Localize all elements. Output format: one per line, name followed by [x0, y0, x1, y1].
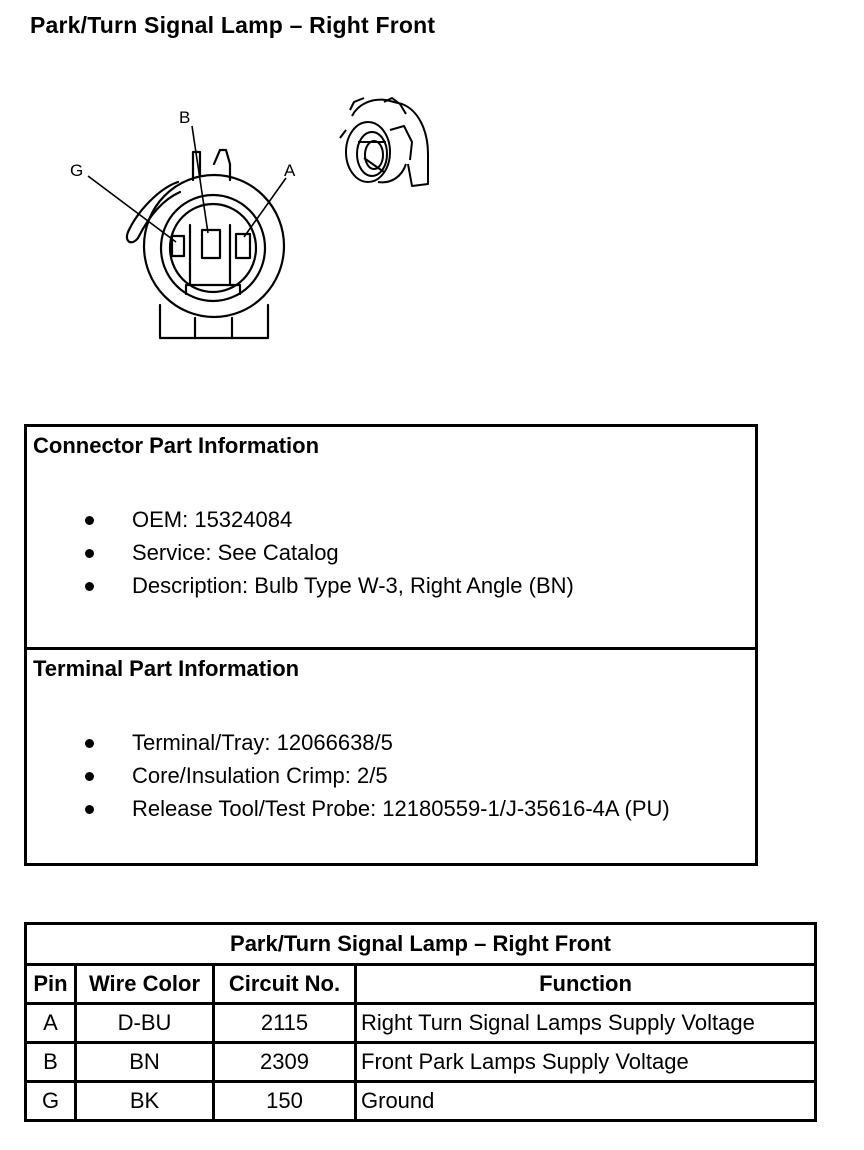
- list-item: Service: See Catalog: [27, 538, 574, 571]
- connector-info-list: [27, 505, 574, 604]
- bullet-icon: [85, 805, 94, 814]
- connector-info-heading: Connector Part Information: [33, 433, 320, 458]
- pin-cell: G: [26, 1082, 76, 1121]
- pin-label-g: G: [70, 161, 84, 180]
- pin-label-a: A: [284, 161, 296, 180]
- table-caption: Park/Turn Signal Lamp – Right Front: [26, 924, 816, 965]
- table-row: [26, 1082, 816, 1121]
- circuit-cell: 2115: [214, 1004, 356, 1043]
- terminal-info-list: [27, 728, 670, 827]
- bullet-icon: [85, 739, 94, 748]
- bullet-icon: [85, 516, 94, 525]
- table-row: [26, 1004, 816, 1043]
- function-cell: Right Turn Signal Lamps Supply Voltage: [356, 1004, 816, 1043]
- header-pin: Pin: [26, 965, 76, 1004]
- pin-cell: B: [26, 1043, 76, 1082]
- list-item: Description: Bulb Type W-3, Right Angle (BN): [27, 571, 574, 604]
- pin-table: [24, 922, 817, 1122]
- list-item: Terminal/Tray: 12066638/5: [27, 728, 670, 761]
- circuit-cell: 2309: [214, 1043, 356, 1082]
- connector-part-information: [27, 427, 755, 644]
- connector-diagram: [0, 80, 480, 380]
- list-item: Core/Insulation Crimp: 2/5: [27, 761, 670, 794]
- bullet-icon: [85, 549, 94, 558]
- part-information-box: [24, 424, 758, 866]
- wire-color-cell: BN: [76, 1043, 214, 1082]
- table-row: [26, 1043, 816, 1082]
- function-cell: Front Park Lamps Supply Voltage: [356, 1043, 816, 1082]
- wire-color-cell: D-BU: [76, 1004, 214, 1043]
- terminal-part-information: [27, 647, 755, 866]
- list-item: Release Tool/Test Probe: 12180559-1/J-35616-4A (PU): [27, 794, 670, 827]
- wire-color-cell: BK: [76, 1082, 214, 1121]
- header-circuit-no: Circuit No.: [214, 965, 356, 1004]
- page-title: Park/Turn Signal Lamp – Right Front: [30, 12, 436, 38]
- bullet-icon: [85, 582, 94, 591]
- header-function: Function: [356, 965, 816, 1004]
- header-wire-color: Wire Color: [76, 965, 214, 1004]
- bullet-icon: [85, 772, 94, 781]
- pin-cell: A: [26, 1004, 76, 1043]
- pin-label-b: B: [179, 108, 191, 127]
- terminal-info-heading: Terminal Part Information: [33, 656, 300, 681]
- circuit-cell: 150: [214, 1082, 356, 1121]
- function-cell: Ground: [356, 1082, 816, 1121]
- list-item: OEM: 15324084: [27, 505, 574, 538]
- connector-isometric-view: [340, 98, 428, 186]
